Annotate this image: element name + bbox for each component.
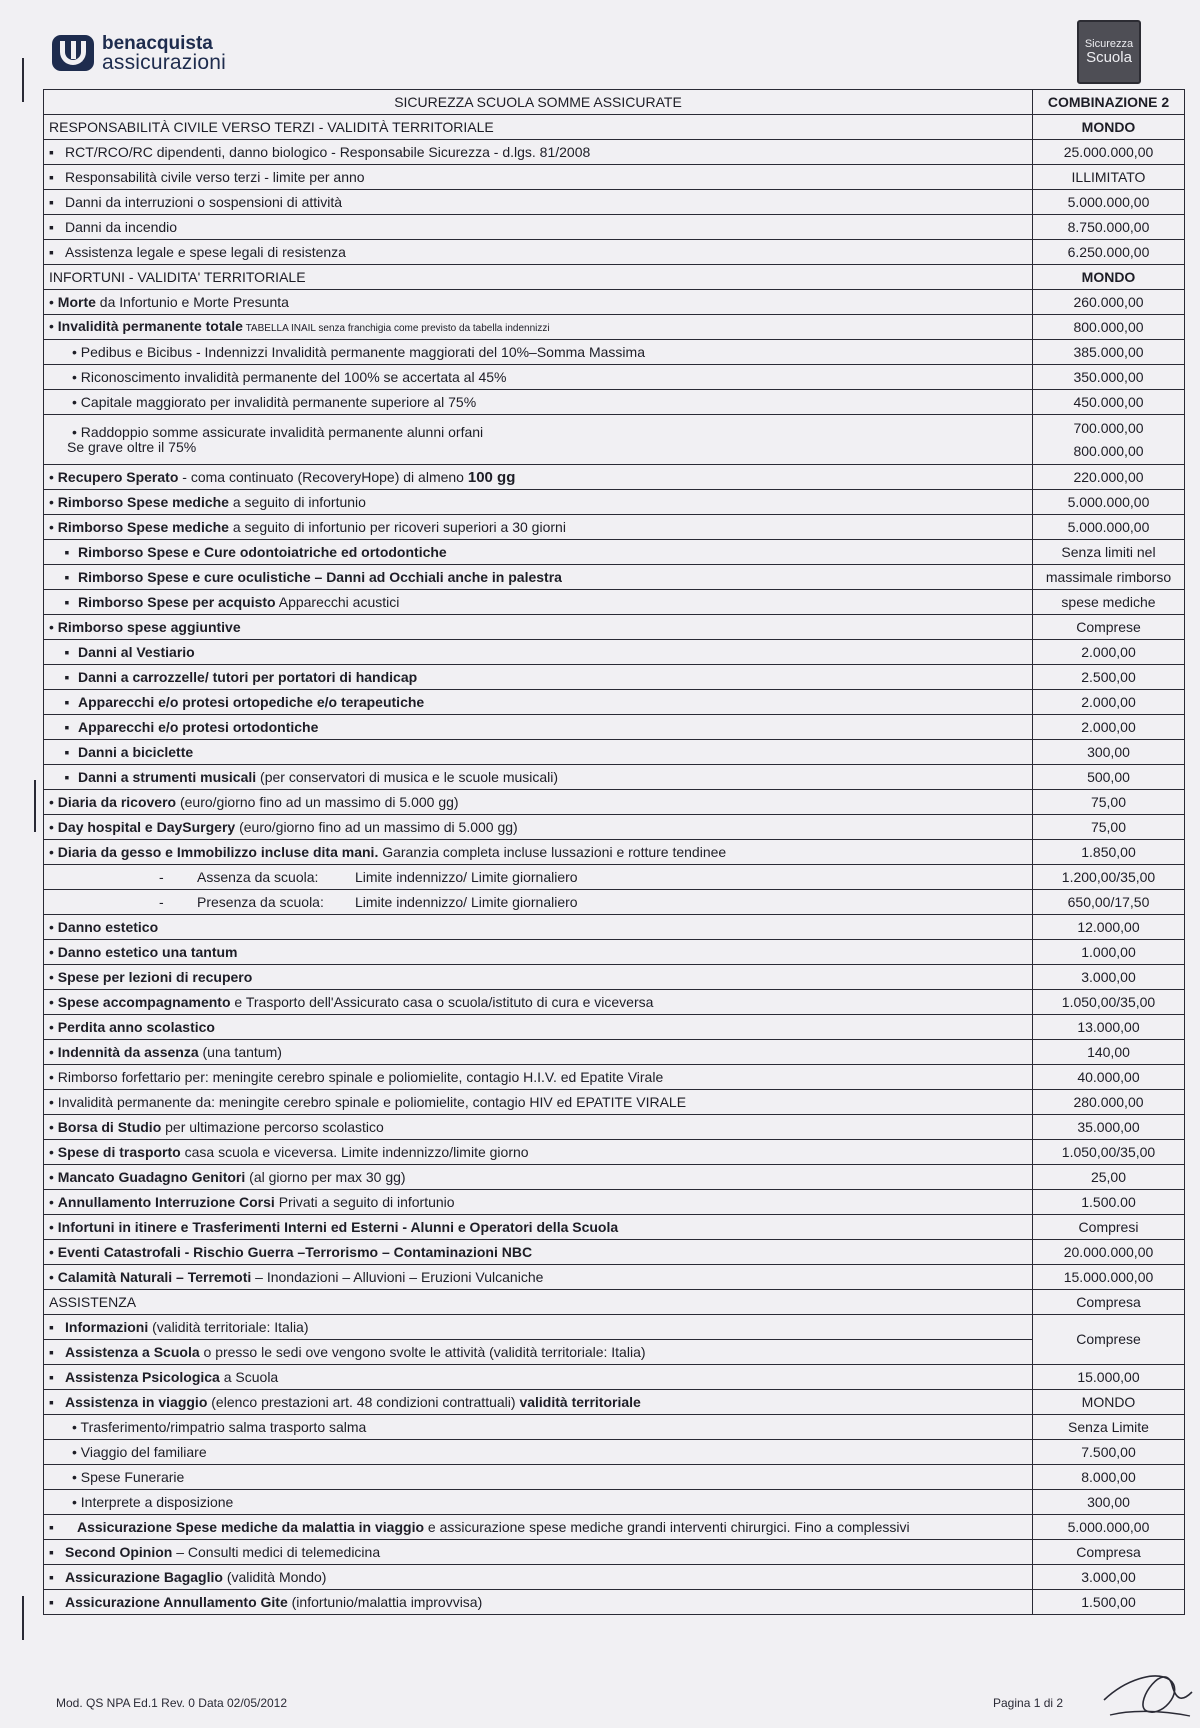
table-row: ▪ Danni a biciclette 300,00 [44, 740, 1185, 765]
table-row: • Infortuni in itinere e Trasferimenti Interni ed Esterni - Alunni e Operatori della Scuola Compresi [44, 1215, 1185, 1240]
row-bold: Assistenza in viaggio [65, 1393, 208, 1410]
section-title: RESPONSABILITÀ CIVILE VERSO TERZI - VALIDITÀ TERRITORIALE [44, 115, 1033, 140]
row-value: 2.000,00 [1033, 640, 1185, 665]
row-value: 280.000,00 [1033, 1090, 1185, 1115]
row-bold: Danno estetico [57, 918, 159, 935]
row-bold: Rimborso Spese mediche [57, 493, 229, 510]
row-value: 40.000,00 [1033, 1065, 1185, 1090]
table-row: • Invalidità permanente da: meningite cerebro spinale e poliomielite, contagio HIV ed EPATITE VIRALE 280.000,00 [44, 1090, 1185, 1115]
row-bold: Spese per lezioni di recupero [57, 968, 253, 985]
row-value: 12.000,00 [1033, 915, 1185, 940]
table-row: • Viaggio del familiare 7.500,00 [44, 1440, 1185, 1465]
row-value: 5.000.000,00 [1033, 1515, 1185, 1540]
table-row: • Danno estetico una tantum 1.000,00 [44, 940, 1185, 965]
row-text: per ultimazione percorso scolastico [161, 1118, 384, 1135]
row-value: 220.000,00 [1033, 465, 1185, 490]
row-value: 25,00 [1033, 1165, 1185, 1190]
row-value: 35.000,00 [1033, 1115, 1185, 1140]
table-title: SICUREZZA SCUOLA SOMME ASSICURATE [44, 90, 1033, 115]
row-bold: Perdita anno scolastico [57, 1018, 215, 1035]
row-value: 8.000,00 [1033, 1465, 1185, 1490]
row-value: 700.000,00 [1073, 419, 1144, 436]
table-row: • Rimborso Spese mediche a seguito di infortunio per ricoveri superiori a 30 giorni 5.000.000,00 [44, 515, 1185, 540]
row-bold: Diaria da gesso e Immobilizzo incluse dita mani. [57, 843, 379, 860]
row-value: Senza Limite [1033, 1415, 1185, 1440]
row-text: Trasferimento/rimpatrio salma trasporto salma [80, 1418, 367, 1435]
row-value: Compresi [1033, 1215, 1185, 1240]
section-title: INFORTUNI - VALIDITA' TERRITORIALE [44, 265, 1033, 290]
row-text: Spese Funerarie [80, 1468, 185, 1485]
row-bold: Danni a carrozzelle/ tutori per portatori di handicap [78, 668, 418, 685]
row-text: Garanzia completa incluse lussazioni e rotture tendinee [378, 843, 727, 860]
row-bold: Assistenza a Scuola [65, 1343, 200, 1360]
table-row: ▪ Apparecchi e/o protesi ortopediche e/o terapeutiche 2.000,00 [44, 690, 1185, 715]
row-value: 2.000,00 [1033, 715, 1185, 740]
row-text: – Inondazioni – Alluvioni – Eruzioni Vulcaniche [251, 1268, 544, 1285]
table-row: • Trasferimento/rimpatrio salma trasporto salma Senza Limite [44, 1415, 1185, 1440]
row-value: spese mediche [1033, 590, 1185, 615]
row-bold: Eventi Catastrofali - Rischio Guerra –Terrorismo – Contaminazioni NBC [57, 1243, 533, 1260]
table-row: ▪ Second Opinion – Consulti medici di telemedicina Compresa [44, 1540, 1185, 1565]
table-row: • Capitale maggiorato per invalidità permanente superiore al 75% 450.000,00 [44, 390, 1185, 415]
row-text: Responsabilità civile verso terzi - limite per anno [65, 168, 365, 185]
row-bold: Rimborso Spese mediche [57, 518, 229, 535]
table-row: • Rimborso spese aggiuntive Comprese [44, 615, 1185, 640]
row-value: 75,00 [1033, 815, 1185, 840]
row-bold: Apparecchi e/o protesi ortodontiche [78, 718, 319, 735]
table-row: • Diaria da ricovero (euro/giorno fino ad un massimo di 5.000 gg) 75,00 [44, 790, 1185, 815]
table-row: • Rimborso Spese mediche a seguito di infortunio 5.000.000,00 [44, 490, 1185, 515]
table-row: ▪ Assistenza Psicologica a Scuola 15.000,00 [44, 1365, 1185, 1390]
row-bold: Apparecchi e/o protesi ortopediche e/o terapeutiche [78, 693, 425, 710]
table-row: ▪ Apparecchi e/o protesi ortodontiche 2.000,00 [44, 715, 1185, 740]
row-bold: Indennità da assenza [57, 1043, 199, 1060]
row-text: e assicurazione spese mediche grandi interventi chirurgici. Fino a complessivi [424, 1518, 910, 1535]
table-row: • Calamità Naturali – Terremoti – Inondazioni – Alluvioni – Eruzioni Vulcaniche 15.000.000,00 [44, 1265, 1185, 1290]
table-row: ▪ Danni da incendio 8.750.000,00 [44, 215, 1185, 240]
logo-icon [52, 35, 94, 71]
section-row [44, 1290, 1185, 1315]
row-label: Presenza da scuola: [197, 893, 324, 910]
row-text: Assistenza legale e spese legali di resistenza [65, 243, 346, 260]
table-row: ▪ Rimborso Spese e Cure odontoiatriche ed ortodontiche Senza limiti nel [44, 540, 1185, 565]
row-value: 350.000,00 [1033, 365, 1185, 390]
row-bold: Spese di trasporto [57, 1143, 181, 1160]
row-text-2: Se grave oltre il 75% [67, 438, 197, 455]
table-row: - Assenza da scuola: Limite indennizzo/ Limite giornaliero 1.200,00/35,00 [44, 865, 1185, 890]
row-text: (validità territoriale: Italia) [148, 1318, 309, 1335]
row-bold: Borsa di Studio [57, 1118, 162, 1135]
row-value: 75,00 [1033, 790, 1185, 815]
section-row [44, 115, 1185, 140]
row-bold: Invalidità permanente totale [57, 317, 243, 334]
table-row: • Raddoppio somme assicurate invalidità permanente alunni orfani Se grave oltre il 75% 700.000,00 800.000,00 [44, 415, 1185, 465]
row-text: Privati a seguito di infortunio [274, 1193, 455, 1210]
section-value: MONDO [1033, 115, 1185, 140]
table-row: • Danno estetico 12.000,00 [44, 915, 1185, 940]
table-row: • Recupero Sperato - coma continuato (RecoveryHope) di almeno 100 gg 220.000,00 [44, 465, 1185, 490]
row-value: 260.000,00 [1033, 290, 1185, 315]
row-bold: Assistenza Psicologica [65, 1368, 220, 1385]
row-value: 1.200,00/35,00 [1033, 865, 1185, 890]
row-bold: Danno estetico una tantum [57, 943, 238, 960]
row-text: Danni da interruzioni o sospensioni di attività [65, 193, 343, 210]
table-row: • Perdita anno scolastico 13.000,00 [44, 1015, 1185, 1040]
row-bold: Calamità Naturali – Terremoti [57, 1268, 252, 1285]
table-row: ▪ Responsabilità civile verso terzi - limite per anno ILLIMITATO [44, 165, 1185, 190]
row-text: (per conservatori di musica e le scuole musicali) [256, 768, 559, 785]
table-row: • Indennità da assenza (una tantum) 140,00 [44, 1040, 1185, 1065]
row-value: 3.000,00 [1033, 965, 1185, 990]
table-row: ▪ Rimborso Spese per acquisto Apparecchi acustici spese mediche [44, 590, 1185, 615]
row-value: 15.000.000,00 [1033, 1265, 1185, 1290]
table-row: ▪ Danni da interruzioni o sospensioni di attività 5.000.000,00 [44, 190, 1185, 215]
row-value: 5.000.000,00 [1033, 515, 1185, 540]
row-value: MONDO [1033, 1390, 1185, 1415]
row-bold: Assicurazione Bagaglio [65, 1568, 223, 1585]
row-bold: Danni a strumenti musicali [78, 768, 257, 785]
row-value: 5.000.000,00 [1033, 490, 1185, 515]
row-bold-2: validità territoriale [519, 1393, 641, 1410]
row-text: (euro/giorno fino ad un massimo di 5.000 gg) [235, 818, 518, 835]
row-bold: Recupero Sperato [57, 468, 179, 485]
row-bold: Rimborso Spese e Cure odontoiatriche ed ortodontiche [78, 543, 447, 560]
row-bold: Infortuni in itinere e Trasferimenti Interni ed Esterni - Alunni e Operatori della Scuola [57, 1218, 619, 1235]
row-text: (infortunio/malattia improvvisa) [287, 1593, 483, 1610]
table-row: • Spese accompagnamento e Trasporto dell'Assicurato casa o scuola/istituto di cura e viceversa 1.050,00/35,00 [44, 990, 1185, 1015]
row-label: Assenza da scuola: [197, 868, 319, 885]
coverage-table [43, 89, 1185, 1615]
row-value: 7.500,00 [1033, 1440, 1185, 1465]
row-value: 25.000.000,00 [1033, 140, 1185, 165]
row-value: 8.750.000,00 [1033, 215, 1185, 240]
row-value: 500,00 [1033, 765, 1185, 790]
table-row: • Spese di trasporto casa scuola e viceversa. Limite indennizzo/limite giorno 1.050,00/35,00 [44, 1140, 1185, 1165]
row-text: Riconoscimento invalidità permanente del 100% se accertata al 45% [80, 368, 507, 385]
table-row: • Eventi Catastrofali - Rischio Guerra –Terrorismo – Contaminazioni NBC 20.000.000,00 [44, 1240, 1185, 1265]
row-text: - coma continuato (RecoveryHope) di almeno [178, 468, 468, 485]
row-text: e Trasporto dell'Assicurato casa o scuola/istituto di cura e viceversa [230, 993, 654, 1010]
row-value: 15.000,00 [1033, 1365, 1185, 1390]
badge-bottom: Scuola [1086, 49, 1132, 66]
row-value: 800.000,00 [1033, 315, 1185, 340]
row-value: Compresa [1033, 1540, 1185, 1565]
combination-label: COMBINAZIONE 2 [1033, 90, 1185, 115]
margin-mark [34, 780, 36, 832]
row-value: 3.000,00 [1033, 1565, 1185, 1590]
row-value: 140,00 [1033, 1040, 1185, 1065]
row-text: Capitale maggiorato per invalidità permanente superiore al 75% [80, 393, 477, 410]
row-value: 300,00 [1033, 740, 1185, 765]
table-row: • Morte da Infortunio e Morte Presunta 260.000,00 [44, 290, 1185, 315]
row-text: Apparecchi acustici [275, 593, 400, 610]
table-row: ▪ Assistenza in viaggio (elenco prestazioni art. 48 condizioni contrattuali) validità territoriale MONDO [44, 1390, 1185, 1415]
row-text: Invalidità permanente da: meningite cerebro spinale e poliomielite, contagio HIV ed EPATITE VIRALE [57, 1093, 687, 1110]
table-row: ▪ Danni al Vestiario 2.000,00 [44, 640, 1185, 665]
row-text: a Scuola [219, 1368, 279, 1385]
row-text: (validità Mondo) [222, 1568, 327, 1585]
row-text: da Infortunio e Morte Presunta [95, 293, 289, 310]
row-bold: Assicurazione Annullamento Gite [65, 1593, 288, 1610]
row-bold: Danni a biciclette [78, 743, 194, 760]
table-row: • Interprete a disposizione 300,00 [44, 1490, 1185, 1515]
row-text: o presso le sedi ove vengono svolte le attività (validità territoriale: Italia) [199, 1343, 646, 1360]
table-row: • Pedibus e Bicibus - Indennizzi Invalidità permanente maggiorati del 10%–Somma Massima 385.000,00 [44, 340, 1185, 365]
brand-logo [52, 34, 226, 72]
table-row: • Rimborso forfettario per: meningite cerebro spinale e poliomielite, contagio H.I.V. ed Epatite Virale 40.000,00 [44, 1065, 1185, 1090]
row-text: Viaggio del familiare [80, 1443, 207, 1460]
footer-page-number: Pagina 1 di 2 [993, 1696, 1064, 1710]
row-bold: Rimborso spese aggiuntive [57, 618, 241, 635]
table-row: ▪ Danni a strumenti musicali (per conservatori di musica e le scuole musicali) 500,00 [44, 765, 1185, 790]
row-bold: Second Opinion [65, 1543, 173, 1560]
table-row: • Mancato Guadagno Genitori (al giorno per max 30 gg) 25,00 [44, 1165, 1185, 1190]
row-text: Pedibus e Bicibus - Indennizzi Invalidità permanente maggiorati del 10%–Somma Massima [80, 343, 645, 360]
table-row: ▪ Assicurazione Annullamento Gite (infortunio/malattia improvvisa) 1.500,00 [44, 1590, 1185, 1615]
row-value: 385.000,00 [1033, 340, 1185, 365]
section-value: MONDO [1033, 265, 1185, 290]
row-text: (elenco prestazioni art. 48 condizioni contrattuali) [207, 1393, 520, 1410]
table-row: • Spese per lezioni di recupero 3.000,00 [44, 965, 1185, 990]
brand-name-top: benacquista [102, 33, 213, 54]
row-bold: Mancato Guadagno Genitori [57, 1168, 246, 1185]
row-text: RCT/RCO/RC dipendenti, danno biologico - Responsabile Sicurezza - d.lgs. 81/2008 [65, 143, 591, 160]
table-row: • Annullamento Interruzione Corsi Privati a seguito di infortunio 1.500.00 [44, 1190, 1185, 1215]
row-bold: Assicurazione Spese mediche da malattia in viaggio [77, 1518, 425, 1535]
table-row: ▪ Assicurazione Spese mediche da malattia in viaggio e assicurazione spese mediche grandi interventi chirurgici. Fino a complessivi 5.000.000,00 [44, 1515, 1185, 1540]
row-text: Raddoppio somme assicurate invalidità permanente alunni orfani [80, 423, 484, 440]
badge-top: Sicurezza [1084, 38, 1134, 50]
section-value: Compresa [1033, 1290, 1185, 1315]
row-value: 300,00 [1033, 1490, 1185, 1515]
brand-name-bottom: assicurazioni [102, 51, 226, 74]
row-bold: Rimborso Spese e cure oculistiche – Danni ad Occhiali anche in palestra [78, 568, 562, 585]
row-bold: Spese accompagnamento [57, 993, 231, 1010]
row-value: Senza limiti nel [1033, 540, 1185, 565]
table-row: ▪ Assistenza a Scuola o presso le sedi ove vengono svolte le attività (validità territoriale: Italia) [44, 1340, 1185, 1365]
row-text: (una tantum) [198, 1043, 282, 1060]
table-header-row [44, 90, 1185, 115]
row-value: Comprese [1033, 615, 1185, 640]
row-text: a seguito di infortunio [228, 493, 366, 510]
row-text: a seguito di infortunio per ricoveri superiori a 30 giorni [228, 518, 566, 535]
row-value: 1.850,00 [1033, 840, 1185, 865]
row-text: Danni da incendio [65, 218, 178, 235]
row-text: Interprete a disposizione [80, 1493, 234, 1510]
row-value: Comprese [1033, 1315, 1185, 1365]
table-row: ▪ RCT/RCO/RC dipendenti, danno biologico - Responsabile Sicurezza - d.lgs. 81/2008 25.000.000,00 [44, 140, 1185, 165]
row-value: 1.050,00/35,00 [1033, 990, 1185, 1015]
margin-mark [22, 1596, 24, 1640]
row-bold: Rimborso Spese per acquisto [78, 593, 276, 610]
row-value: 6.250.000,00 [1033, 240, 1185, 265]
row-text: Limite indennizzo/ Limite giornaliero [355, 868, 578, 885]
row-value: 1.500.00 [1033, 1190, 1185, 1215]
row-value: 450.000,00 [1033, 390, 1185, 415]
table-row: ▪ Informazioni (validità territoriale: Italia) Comprese [44, 1315, 1185, 1340]
footer-form-code: Mod. QS NPA Ed.1 Rev. 0 Data 02/05/2012 [56, 1696, 288, 1710]
table-row: ▪ Rimborso Spese e cure oculistiche – Danni ad Occhiali anche in palestra massimale rimborso [44, 565, 1185, 590]
row-text: TABELLA INAIL senza franchigia come previsto da tabella indennizzi [242, 322, 550, 334]
row-bold: Day hospital e DaySurgery [57, 818, 236, 835]
table-row: • Day hospital e DaySurgery (euro/giorno fino ad un massimo di 5.000 gg) 75,00 [44, 815, 1185, 840]
table-row: • Invalidità permanente totale TABELLA INAIL senza franchigia come previsto da tabella indennizzi 800.000,00 [44, 315, 1185, 340]
row-value: massimale rimborso [1033, 565, 1185, 590]
row-text: (euro/giorno fino ad un massimo di 5.000 gg) [176, 793, 459, 810]
row-text: (al giorno per max 30 gg) [245, 1168, 406, 1185]
row-value: 650,00/17,50 [1033, 890, 1185, 915]
section-row [44, 265, 1185, 290]
row-value: 2.500,00 [1033, 665, 1185, 690]
row-value: 13.000,00 [1033, 1015, 1185, 1040]
row-bold: Diaria da ricovero [57, 793, 177, 810]
row-value: 5.000.000,00 [1033, 190, 1185, 215]
table-row: ▪ Assicurazione Bagaglio (validità Mondo) 3.000,00 [44, 1565, 1185, 1590]
handwritten-signature [1100, 1640, 1195, 1725]
row-text: casa scuola e viceversa. Limite indennizzo/limite giorno [180, 1143, 529, 1160]
row-text: – Consulti medici di telemedicina [172, 1543, 381, 1560]
table-row: ▪ Danni a carrozzelle/ tutori per portatori di handicap 2.500,00 [44, 665, 1185, 690]
row-value: 2.000,00 [1033, 690, 1185, 715]
row-bold: Danni al Vestiario [78, 643, 195, 660]
table-row: ▪ Assistenza legale e spese legali di resistenza 6.250.000,00 [44, 240, 1185, 265]
table-row: • Riconoscimento invalidità permanente del 100% se accertata al 45% 350.000,00 [44, 365, 1185, 390]
row-bold: Informazioni [65, 1318, 149, 1335]
row-value: 1.000,00 [1033, 940, 1185, 965]
row-text: Rimborso forfettario per: meningite cerebro spinale e poliomielite, contagio H.I.V. ed Epatite Virale [57, 1068, 664, 1085]
row-value: 1.500,00 [1033, 1590, 1185, 1615]
row-text: Limite indennizzo/ Limite giornaliero [355, 893, 578, 910]
row-value-2: 800.000,00 [1073, 442, 1144, 459]
section-title: ASSISTENZA [44, 1290, 1033, 1315]
row-bold: Annullamento Interruzione Corsi [57, 1193, 275, 1210]
table-row: • Spese Funerarie 8.000,00 [44, 1465, 1185, 1490]
row-value: 20.000.000,00 [1033, 1240, 1185, 1265]
table-row: - Presenza da scuola: Limite indennizzo/ Limite giornaliero 650,00/17,50 [44, 890, 1185, 915]
margin-mark [22, 58, 24, 102]
sicurezza-scuola-badge [1077, 20, 1141, 84]
row-value: 1.050,00/35,00 [1033, 1140, 1185, 1165]
row-value: ILLIMITATO [1033, 165, 1185, 190]
table-row: • Diaria da gesso e Immobilizzo incluse dita mani. Garanzia completa incluse lussazioni e rotture tendinee 1.850,00 [44, 840, 1185, 865]
row-bold-2: 100 gg [467, 468, 516, 486]
row-bold: Morte [57, 293, 96, 310]
table-row: • Borsa di Studio per ultimazione percorso scolastico 35.000,00 [44, 1115, 1185, 1140]
